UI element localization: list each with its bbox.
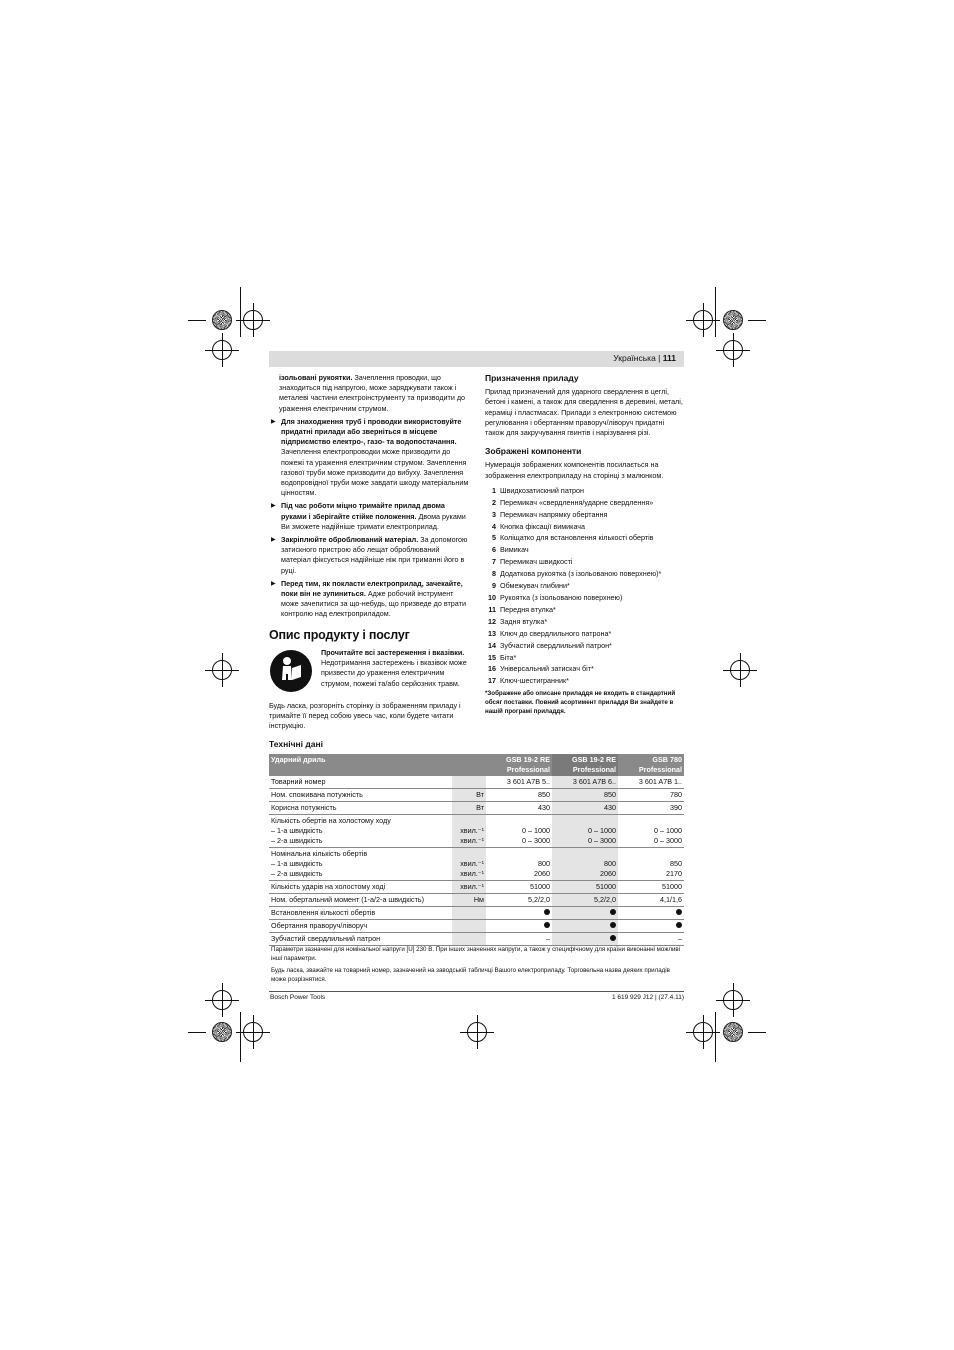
yes-dot-icon bbox=[676, 909, 682, 915]
component-label: Біта* bbox=[500, 652, 517, 662]
component-item bbox=[485, 497, 685, 509]
row-value bbox=[618, 907, 684, 920]
component-number: 9 bbox=[492, 581, 496, 591]
registration-mark bbox=[723, 340, 743, 360]
registration-dial bbox=[723, 1022, 743, 1042]
component-number: 17 bbox=[488, 676, 496, 686]
component-label: Ключ до свердлильного патрона* bbox=[500, 628, 612, 638]
body-text: Адже робочий інструмент може зачепитися за що-небудь, що призведе до втрати контролю над електроприладом. bbox=[281, 589, 466, 619]
header-section: Українська bbox=[613, 353, 656, 363]
component-label: Швидкозатискний патрон bbox=[500, 485, 584, 495]
crop-line bbox=[188, 1032, 206, 1033]
registration-mark bbox=[212, 660, 232, 680]
component-number: 10 bbox=[488, 592, 496, 602]
component-item bbox=[485, 616, 685, 628]
tech-data-title: Технічні дані bbox=[269, 739, 324, 749]
component-label: Рукоятка (з ізольованою поверхнею) bbox=[500, 592, 623, 602]
fold-note: Будь ласка, розгорніть сторінку із зображенням приладу і тримайте її перед собою увесь час, коли будете читати інструкцію. bbox=[269, 701, 461, 731]
crop-line bbox=[715, 1012, 716, 1062]
yes-dot-icon bbox=[610, 935, 616, 941]
yes-dot-icon bbox=[676, 922, 682, 928]
registration-mark bbox=[212, 990, 232, 1010]
table-row bbox=[269, 933, 684, 946]
row-label: Номінальна кількість обертів – 1-а швидкість – 2-а швидкість bbox=[269, 848, 452, 881]
row-label: Ном. обертальний момент (1-а/2-а швидкість) bbox=[269, 894, 452, 907]
component-number: 13 bbox=[488, 628, 496, 638]
component-label: Вимикач bbox=[500, 545, 529, 555]
page-number: 111 bbox=[662, 353, 676, 363]
registration-dial bbox=[212, 310, 232, 330]
body-text: Зачеплення проводки, що знаходиться під напругою, може заряджувати також і металеві частини електроінструменту та призводити до ураження електричним струмом. bbox=[279, 373, 466, 413]
row-value bbox=[486, 907, 552, 920]
footer-left: Bosch Power Tools bbox=[270, 994, 326, 1001]
row-label: Корисна потужність bbox=[269, 802, 452, 815]
row-value: 850 bbox=[552, 789, 618, 802]
component-number: 4 bbox=[492, 521, 496, 531]
row-unit: хвил.⁻¹ хвил.⁻¹ bbox=[452, 815, 486, 848]
row-value: – bbox=[486, 933, 552, 946]
footer-rule bbox=[269, 991, 684, 992]
component-item bbox=[485, 675, 685, 687]
row-value: 5,2/2,0 bbox=[552, 894, 618, 907]
crop-line bbox=[748, 1032, 766, 1033]
row-value: 780 bbox=[618, 789, 684, 802]
row-value bbox=[552, 933, 618, 946]
registration-mark bbox=[693, 310, 713, 330]
component-number: 16 bbox=[488, 664, 496, 674]
component-label: Перемикач напрямку обертання bbox=[500, 509, 608, 519]
row-unit bbox=[452, 776, 486, 789]
row-value bbox=[552, 907, 618, 920]
row-unit: хвил.⁻¹ bbox=[452, 881, 486, 894]
crop-line bbox=[188, 320, 206, 321]
row-value: 3 601 A7B 6.. bbox=[552, 776, 618, 789]
row-unit: Вт bbox=[452, 789, 486, 802]
row-value: 0 – 1000 0 – 3000 bbox=[486, 815, 552, 848]
table-row bbox=[269, 789, 684, 802]
table-row bbox=[269, 907, 684, 920]
component-item bbox=[485, 485, 685, 497]
component-number: 3 bbox=[492, 509, 496, 519]
model-header: GSB 19-2 RE Professional bbox=[552, 754, 618, 776]
left-column bbox=[279, 373, 469, 623]
component-label: Зубчастий свердлильний патрон* bbox=[500, 640, 612, 650]
row-label: Обертання праворуч/ліворуч bbox=[269, 920, 452, 933]
row-value: 430 bbox=[552, 802, 618, 815]
model-header: GSB 780 Professional bbox=[618, 754, 684, 776]
purpose-text: Прилад призначений для ударного свердлення в цеглі, бетоні і камені, а також для свердлення в деревині, металі, кераміці і пластмасах. Прилади з електронною системою регулювання і обертанням праворуч/ліворуч придатні також для закручування гвинтів і нарізування різі. bbox=[485, 387, 683, 438]
registration-mark bbox=[723, 990, 743, 1010]
table-row bbox=[269, 815, 684, 848]
table-row bbox=[269, 848, 684, 881]
row-label: Кількість обертів на холостому ходу – 1-а швидкість – 2-а швидкість bbox=[269, 815, 452, 848]
components-note: *Зображене або описане приладдя не входить в стандартний обсяг поставки. Повний асортимент приладдя Ви знайдете в нашій програмі приладдя. bbox=[485, 690, 676, 716]
crop-line bbox=[240, 287, 241, 337]
registration-dial bbox=[723, 310, 743, 330]
component-number: 1 bbox=[492, 485, 496, 495]
row-value: – bbox=[618, 933, 684, 946]
paragraph bbox=[279, 373, 469, 414]
component-label: Ключ-шестигранник* bbox=[500, 676, 569, 686]
row-unit bbox=[452, 907, 486, 920]
header-cell bbox=[452, 754, 486, 776]
component-label: Перемикач швидкості bbox=[500, 557, 573, 567]
table-row bbox=[269, 894, 684, 907]
crop-line bbox=[715, 287, 716, 337]
yes-dot-icon bbox=[544, 909, 550, 915]
yes-dot-icon bbox=[544, 922, 550, 928]
body-text: Двома руками Ви зможете надійніше тримати електроприлад. bbox=[281, 511, 466, 531]
component-item bbox=[485, 628, 685, 640]
header-text: Українська | 111 bbox=[613, 353, 676, 363]
component-label: Обмежувач глибини* bbox=[500, 581, 570, 591]
component-item bbox=[485, 640, 685, 652]
warning-bullet bbox=[271, 417, 469, 499]
tech-data-table bbox=[269, 754, 684, 946]
component-label: Задня втулка* bbox=[500, 616, 548, 626]
registration-dial bbox=[212, 1022, 232, 1042]
component-label: Передня втулка* bbox=[500, 604, 556, 614]
table-note: Параметри зазначені для номінальної напруги [U] 230 В. При інших значеннях напруги, а також у специфічному для країни виконанні можливі інші параметри. bbox=[271, 946, 681, 962]
model-header: GSB 19-2 RE Professional bbox=[486, 754, 552, 776]
bold-text: Закріплюйте оброблюваний матеріал. bbox=[281, 535, 419, 545]
row-value bbox=[486, 920, 552, 933]
row-value: 390 bbox=[618, 802, 684, 815]
section-title: Опис продукту і послуг bbox=[269, 628, 410, 642]
row-value: 850 2170 bbox=[618, 848, 684, 881]
right-column bbox=[485, 373, 685, 719]
components-intro: Нумерація зображених компонентів посилається на зображення електроприладу на сторінці з малюнком. bbox=[485, 460, 664, 480]
row-unit: хвил.⁻¹ хвил.⁻¹ bbox=[452, 848, 486, 881]
component-number: 14 bbox=[488, 640, 496, 650]
body-text: За допомогою затискного пристрою або лещат оброблюваний матеріал фіксується надійніше ніж при триманні його в руці. bbox=[281, 535, 468, 575]
purpose-title: Призначення приладу bbox=[485, 373, 579, 383]
component-item bbox=[485, 663, 685, 675]
row-unit bbox=[452, 933, 486, 946]
registration-mark bbox=[693, 1022, 713, 1042]
component-number: 12 bbox=[488, 616, 496, 626]
table-row bbox=[269, 776, 684, 789]
component-item bbox=[485, 568, 685, 580]
row-unit bbox=[452, 920, 486, 933]
row-unit: Нм bbox=[452, 894, 486, 907]
row-value: 800 2060 bbox=[486, 848, 552, 881]
component-item bbox=[485, 652, 685, 664]
table-row bbox=[269, 920, 684, 933]
registration-mark bbox=[467, 1022, 487, 1042]
warning-bullet bbox=[271, 501, 469, 532]
row-label: Товарний номер bbox=[269, 776, 452, 789]
read-manual-icon bbox=[270, 650, 312, 692]
row-value: 0 – 1000 0 – 3000 bbox=[618, 815, 684, 848]
component-item bbox=[485, 509, 685, 521]
component-label: Перемикач «свердлення/ударне свердлення» bbox=[500, 497, 654, 507]
row-value: 3 601 A7B 5.. bbox=[486, 776, 552, 789]
row-value: 5,2/2,0 bbox=[486, 894, 552, 907]
warning-box-text bbox=[321, 648, 471, 689]
crop-line bbox=[748, 320, 766, 321]
yes-dot-icon bbox=[610, 922, 616, 928]
component-label: Кнопка фіксації вимикача bbox=[500, 521, 586, 531]
table-row bbox=[269, 802, 684, 815]
table-row bbox=[269, 881, 684, 894]
bold-text: Під час роботи міцно тримайте прилад двома руками і зберігайте стійке положення. bbox=[281, 501, 445, 521]
crop-line bbox=[240, 1012, 241, 1062]
component-label: Додаткова рукоятка (з ізольованою поверхнею)* bbox=[500, 569, 662, 579]
row-value: 850 bbox=[486, 789, 552, 802]
row-value: 800 2060 bbox=[552, 848, 618, 881]
component-label: Коліщатко для встановлення кількості обертів bbox=[500, 533, 654, 543]
component-item bbox=[485, 592, 685, 604]
component-item bbox=[485, 556, 685, 568]
row-value: 430 bbox=[486, 802, 552, 815]
table-body bbox=[269, 776, 684, 946]
row-value: 0 – 1000 0 – 3000 bbox=[552, 815, 618, 848]
row-value bbox=[618, 920, 684, 933]
component-number: 15 bbox=[488, 652, 496, 662]
component-number: 2 bbox=[492, 497, 496, 507]
body-text: Зачеплення електропроводки може призводити до пожежі та ураження електричним струмом. Зачеплення газової труби може призводити до вибуху. Зачеплення водопровідної труби може завдати шкоду матеріальним цінностям. bbox=[281, 447, 469, 498]
row-unit: Вт bbox=[452, 802, 486, 815]
component-item bbox=[485, 532, 685, 544]
registration-mark bbox=[212, 340, 232, 360]
bold-text: Прочитайте всі застереження і вказівки. bbox=[321, 648, 465, 657]
component-item bbox=[485, 580, 685, 592]
components-list bbox=[485, 485, 685, 687]
warning-bullet bbox=[271, 535, 469, 576]
component-number: 6 bbox=[492, 545, 496, 555]
row-value bbox=[552, 920, 618, 933]
row-label: Кількість ударів на холостому ході bbox=[269, 881, 452, 894]
table-header-row bbox=[269, 754, 684, 776]
row-label: Ном. споживана потужність bbox=[269, 789, 452, 802]
registration-mark bbox=[243, 310, 263, 330]
yes-dot-icon bbox=[610, 909, 616, 915]
row-value: 51000 bbox=[552, 881, 618, 894]
table-note: Будь ласка, зважайте на товарний номер, зазначений на заводській табличці Вашого електроприладу. Торговельна назва деяких приладів може розрізнятися. bbox=[271, 967, 670, 983]
component-number: 11 bbox=[488, 604, 496, 614]
component-label: Універсальний затискач біт* bbox=[500, 664, 594, 674]
bold-text: ізольовані рукоятки. bbox=[279, 373, 353, 382]
row-value: 3 601 A7B 1.. bbox=[618, 776, 684, 789]
row-value: 4,1/1,6 bbox=[618, 894, 684, 907]
row-value: 51000 bbox=[486, 881, 552, 894]
component-number: 8 bbox=[492, 569, 496, 579]
table-head-label: Ударний дриль bbox=[269, 754, 452, 776]
component-item bbox=[485, 521, 685, 533]
component-number: 5 bbox=[492, 533, 496, 543]
row-label: Встановлення кількості обертів bbox=[269, 907, 452, 920]
bold-text: Для знаходження труб і проводки використовуйте придатні прилади або зверніться в місцеве підприємство електро-, газо- та водопостачання. bbox=[281, 416, 462, 447]
component-item bbox=[485, 544, 685, 556]
warning-bullet bbox=[271, 579, 469, 620]
row-value: 51000 bbox=[618, 881, 684, 894]
component-number: 7 bbox=[492, 557, 496, 567]
body-text: Недотримання застережень і вказівок може призвести до ураження електричним струмом, пожежі та/або серйозних травм. bbox=[321, 658, 467, 688]
bold-text: Перед тим, як покласти електроприлад, зачекайте, поки він не зупиниться. bbox=[281, 578, 463, 599]
components-title: Зображені компоненти bbox=[485, 446, 582, 457]
footer-right: 1 619 929 J12 | (27.4.11) bbox=[611, 994, 684, 1001]
component-item bbox=[485, 604, 685, 616]
registration-mark bbox=[730, 660, 750, 680]
registration-mark bbox=[243, 1022, 263, 1042]
row-label: Зубчастий свердлильний патрон bbox=[269, 933, 452, 946]
page-header bbox=[269, 351, 684, 367]
